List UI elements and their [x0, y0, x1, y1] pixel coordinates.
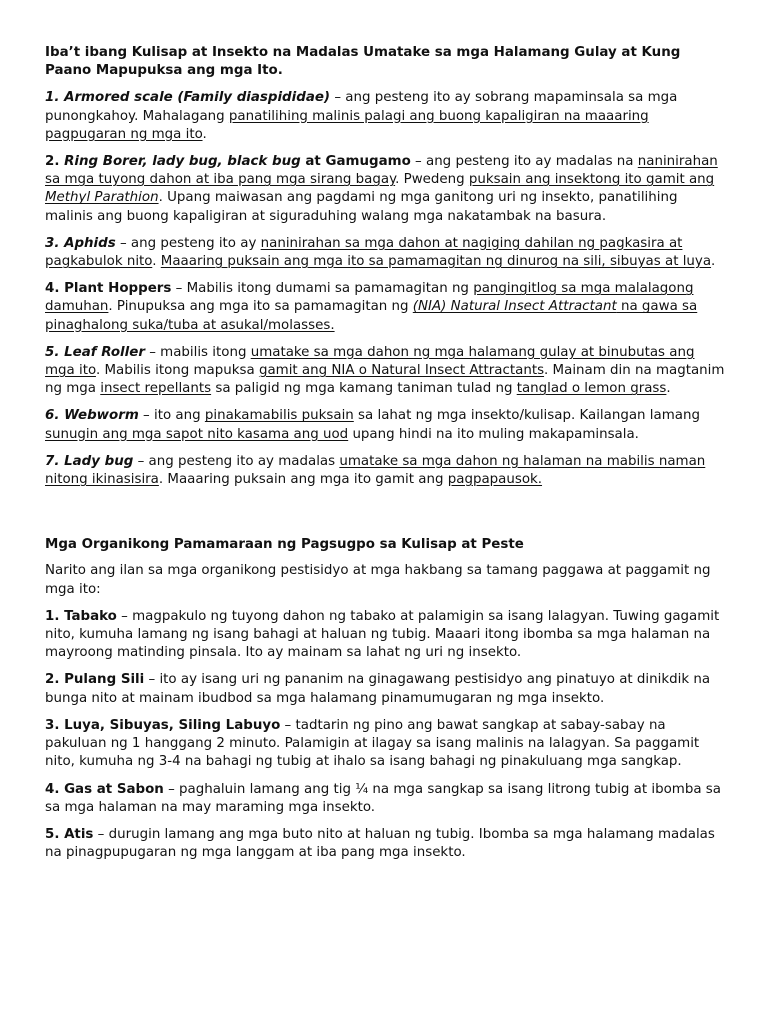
pest-name: Aphids — [64, 235, 116, 251]
organic-item-label: 1. Tabako — [45, 608, 117, 624]
organic-item-text: – magpakulo ng tuyong dahon ng tabako at palamigin sa isang lalagyan. Tuwing gagamit nito, kumuha lamang ng isang bahagi at haluan ng tubig. Maaari itong ibomba sa mga halaman na mayroong matinding pinsala. Ito ay mainam sa lahat ng uri ng insekto. — [45, 608, 720, 661]
pest-item-leaf-roller: 5. Leaf Roller – mabilis itong umatake sa mga dahon ng mga halamang gulay at binubutas ang mga ito. Mabilis itong mapuksa gamit ang NIA o Natural Insect Attractants. Mainam din na magtanim ng mga insect repellants sa paligid ng mga kamang taniman tulad ng tanglad o lemon grass. — [45, 344, 725, 397]
pest-number: 2. — [45, 154, 60, 170]
pest-name: Webworm — [64, 408, 139, 424]
organic-item-label: 2. Pulang Sili — [45, 672, 145, 688]
pest-highlight: tanglad o lemon grass — [516, 381, 667, 397]
organic-item-gas-sabon — [45, 781, 725, 817]
organic-item-label: 5. Atis — [45, 826, 94, 842]
pest-highlight: panatilihing malinis palagi ang buong kapaligiran na maaaring pagpugaran ng mga ito — [45, 108, 649, 142]
section-intro: Narito ang ilan sa mga organikong pestisidyo at mga hakbang sa tamang paggawa at paggamit ng mga ito: — [45, 563, 711, 597]
pest-number: 5. — [45, 344, 60, 360]
pest-name: Armored scale (Family diaspididae) — [64, 90, 331, 106]
pest-highlight: insect repellants — [100, 381, 212, 397]
pest-name: Leaf Roller — [64, 344, 145, 360]
pest-number: 4. — [45, 281, 60, 297]
pest-highlight: naninirahan sa mga dahon at nagiging dahilan ng pagkasira at pagkabulok nito — [45, 235, 683, 270]
pest-highlight: puksain ang insektong ito gamit ang Methyl Parathion — [45, 172, 715, 206]
pest-name: Lady bug — [64, 453, 134, 469]
pest-item-aphids: 3. Aphids – ang pesteng ito ay naninirahan sa mga dahon at nagiging dahilan ng pagkasira at pagkabulok nito. Maaaring puksain ang mga ito sa pamamagitan ng dinurog na sili, sibuyas at luya. — [45, 235, 716, 270]
organic-item-tabako — [45, 608, 725, 663]
organic-item-label: 3. Luya, Sibuyas, Siling Labuyo — [45, 717, 281, 733]
organic-item-text: – paghaluin lamang ang tig ¼ na mga sangkap sa isang litrong tubig at ibomba sa sa mga halaman na may maraming mga insekto. — [45, 781, 721, 815]
pest-highlight: umatake sa mga dahon ng mga halamang gulay at binubutas ang mga ito — [45, 344, 695, 379]
pest-item-ring-borer: 2. Ring Borer, lady bug, black bug at Gamugamo – ang pesteng ito ay madalas na naninirahan sa mga tuyong dahon at iba pang mga sirang bagay. Pwedeng puksain ang insektong ito gamit ang Methyl Parathion. Upang maiwasan ang pagdami ng mga ganitong uri ng insekto, panatilihing malinis ang buong kapaligiran at siguraduhing walang mga nakatambak na basura. — [45, 154, 718, 224]
pest-highlight: pinakamabilis puksain — [204, 408, 354, 424]
document-page — [45, 44, 725, 862]
pest-highlight: sunugin ang mga sapot nito kasama ang uod — [45, 426, 349, 442]
organic-item-text: – durugin lamang ang mga buto nito at haluan ng tubig. Ibomba sa mga halamang madalas na pinagpupugaran ng mga langgam at iba pang mga insekto. — [45, 826, 715, 861]
document-title: Iba’t ibang Kulisap at Insekto na Madalas Umatake sa mga Halamang Gulay at Kung Paano Mapupuksa ang mga Ito. — [45, 45, 681, 79]
pest-number: 1. — [45, 90, 60, 106]
section-title-organic: Mga Organikong Pamamaraan ng Pagsugpo sa Kulisap at Peste — [45, 537, 524, 553]
pest-number: 7. — [45, 453, 60, 469]
pest-highlight: naninirahan sa mga tuyong dahon at iba pang mga sirang bagay — [45, 154, 718, 188]
pest-number: 3. — [45, 235, 60, 251]
organic-item-atis — [45, 826, 725, 862]
pest-name: Ring Borer, lady bug, black bug — [64, 154, 301, 170]
pest-name-suffix: at Gamugamo — [300, 154, 411, 170]
pest-item-armored-scale: 1. Armored scale (Family diaspididae) – ang pesteng ito ay sobrang mapaminsala sa mga punongkahoy. Mahalagang panatilihing malinis palagi ang buong kapaligiran na maaaring pagpugaran ng mga ito. — [45, 90, 678, 142]
pest-highlight: pangingitlog sa mga malalagong damuhan — [45, 281, 694, 315]
pest-item-lady-bug: 7. Lady bug – ang pesteng ito ay madalas umatake sa mga dahon ng halaman na mabilis naman nitong ikinasisira. Maaaring puksain ang mga ito gamit ang pagpapausok. — [45, 453, 706, 488]
organic-item-label: 4. Gas at Sabon — [45, 781, 164, 797]
organic-item-text: – ito ay isang uri ng pananim na ginagawang pestisidyo ang pinatuyo at dinikdik na bunga nito at mainam ibudbod sa mga halamang pinamumugaran ng mga insekto. — [45, 672, 711, 706]
pest-number: 6. — [45, 408, 60, 424]
pest-item-webworm: 6. Webworm – ito ang pinakamabilis puksain sa lahat ng mga insekto/kulisap. Kailangan lamang sunugin ang mga sapot nito kasama ang uod upang hindi na ito muling makapaminsala. — [45, 408, 700, 442]
pest-highlight: (NIA) Natural Insect Attractant na gawa sa pinaghalong suka/tuba at asukal/molasses. — [45, 299, 698, 333]
pest-item-plant-hoppers: 4. Plant Hoppers – Mabilis itong dumami sa pamamagitan ng pangingitlog sa mga malalagong damuhan. Pinupuksa ang mga ito sa pamamagitan ng (NIA) Natural Insect Attractant na gawa sa pinaghalong suka/tuba at asukal/molasses. — [45, 281, 698, 333]
organic-item-text: – tadtarin ng pino ang bawat sangkap at sabay-sabay na pakuluan ng 1 hanggang 2 minuto. Palamigin at ilagay sa isang malinis na lalagyan. Sa paggamit nito, kumuha ng 3-4 na bahagi ng tubig at ihalo sa isang bahagi ng pinakuluang mga sangkap. — [45, 717, 700, 770]
organic-item-pulang-sili — [45, 671, 725, 707]
pest-highlight: gamit ang NIA o Natural Insect Attractants — [258, 363, 545, 379]
pest-highlight: pagpapausok. — [447, 472, 543, 488]
pest-highlight: umatake sa mga dahon ng halaman na mabilis naman nitong ikinasisira — [45, 453, 706, 488]
organic-item-luya-sibuyas — [45, 717, 725, 772]
pest-name: Plant Hoppers — [64, 281, 172, 297]
pest-text: – ang pesteng ito ay sobrang mapaminsala sa mga punongkahoy. Mahalagang — [45, 90, 678, 124]
pest-highlight: Maaaring puksain ang mga ito sa pamamagitan ng dinurog na sili, sibuyas at luya — [160, 254, 712, 270]
